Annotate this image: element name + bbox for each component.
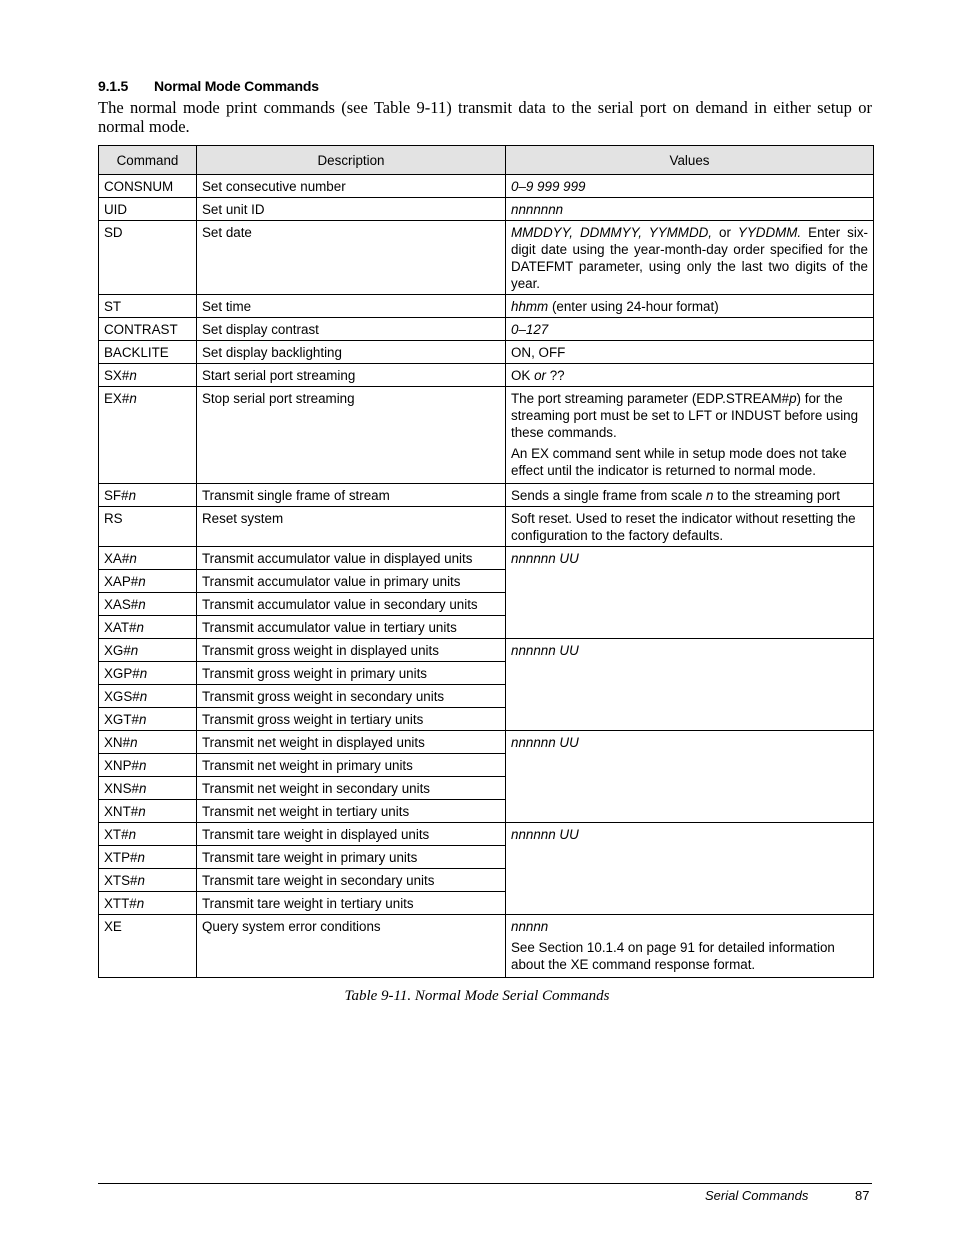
table-row <box>99 295 874 318</box>
command-param: n <box>129 551 137 566</box>
intro-paragraph: The normal mode print commands (see Table 9-11) transmit data to the serial port on demand in either setup or normal mode. <box>98 98 872 136</box>
command-text: XT# <box>104 827 129 842</box>
description-cell: Transmit net weight in secondary units <box>197 777 506 800</box>
note-text-end: ) for the streaming port must be set to LFT or INDUST before using these commands. <box>511 391 859 440</box>
note-text: The port streaming parameter (EDP.STREAM# <box>511 391 790 406</box>
command-cell <box>99 892 197 915</box>
command-param: n <box>130 643 139 658</box>
command-param: n <box>130 735 138 750</box>
footer-section-name: Serial Commands <box>705 1188 809 1203</box>
table-header-row <box>99 146 874 175</box>
header-values: Values <box>506 146 874 175</box>
header-command: Command <box>99 146 197 175</box>
command-cell <box>99 823 197 846</box>
command-cell: RS <box>99 507 197 547</box>
command-cell <box>99 547 197 570</box>
command-text: XTS# <box>104 873 138 888</box>
command-param: n <box>138 574 146 589</box>
description-cell: Transmit net weight in displayed units <box>197 731 506 754</box>
description-cell: Transmit accumulator value in secondary units <box>197 593 506 616</box>
command-cell: XE <box>99 915 197 978</box>
values-cell: nnnnnn UU <box>506 547 874 639</box>
or-text: or <box>530 368 550 383</box>
command-cell <box>99 570 197 593</box>
command-cell <box>99 662 197 685</box>
description-cell: Transmit tare weight in secondary units <box>197 869 506 892</box>
description-cell: Transmit tare weight in tertiary units <box>197 892 506 915</box>
description-cell: Set unit ID <box>197 198 506 221</box>
command-cell <box>99 639 197 662</box>
table-row <box>99 364 874 387</box>
description-cell: Transmit net weight in tertiary units <box>197 800 506 823</box>
table-row <box>99 507 874 547</box>
command-param: n <box>128 827 137 842</box>
description-cell: Transmit single frame of stream <box>197 484 506 507</box>
description-cell: Reset system <box>197 507 506 547</box>
value-ok: OK <box>511 368 531 383</box>
description-cell: Set date <box>197 221 506 295</box>
description-cell: Start serial port streaming <box>197 364 506 387</box>
command-param: n <box>136 896 145 911</box>
page-number: 87 <box>855 1188 870 1203</box>
description-cell: Transmit gross weight in secondary units <box>197 685 506 708</box>
section-number: 9.1.5 <box>98 78 129 94</box>
date-format-last: YYDDMM. <box>737 225 802 240</box>
command-cell <box>99 685 197 708</box>
description-cell: Set time <box>197 295 506 318</box>
command-param: n <box>128 488 137 503</box>
command-cell: CONTRAST <box>99 318 197 341</box>
description-cell: Query system error conditions <box>197 915 506 978</box>
table-row <box>99 639 874 662</box>
command-text: EX# <box>104 391 130 406</box>
table-row <box>99 221 874 295</box>
description-cell: Stop serial port streaming <box>197 387 506 484</box>
command-cell <box>99 731 197 754</box>
command-param: n <box>139 689 148 704</box>
table-row <box>99 547 874 570</box>
command-cell: UID <box>99 198 197 221</box>
command-param: n <box>137 850 145 865</box>
table-row <box>99 731 874 754</box>
values-cell: 0–9 999 999 <box>506 175 874 198</box>
footer-rule <box>98 1183 872 1184</box>
values-cell: nnnnnn UU <box>506 823 874 915</box>
command-param: n <box>129 391 137 406</box>
or-text: or <box>712 225 738 240</box>
command-text: SF# <box>104 488 129 503</box>
normal-mode-commands-table <box>98 145 874 978</box>
stream-note <box>511 390 868 441</box>
values-cell: ON, OFF <box>506 341 874 364</box>
command-cell: CONSNUM <box>99 175 197 198</box>
section-title: Normal Mode Commands <box>154 78 319 94</box>
values-cell <box>506 295 874 318</box>
time-description: (enter using 24-hour format) <box>548 299 719 314</box>
values-cell: nnnnnn UU <box>506 639 874 731</box>
command-text: XA# <box>104 551 130 566</box>
command-text: SX# <box>104 368 130 383</box>
command-param: n <box>136 620 144 635</box>
description-cell: Transmit gross weight in displayed units <box>197 639 506 662</box>
value-text: Sends a single frame from scale <box>511 488 706 503</box>
section-heading <box>98 78 319 94</box>
table-row <box>99 915 874 978</box>
description-cell: Transmit accumulator value in displayed units <box>197 547 506 570</box>
description-cell: Transmit accumulator value in tertiary units <box>197 616 506 639</box>
values-cell: nnnnnn UU <box>506 731 874 823</box>
table-row <box>99 198 874 221</box>
table-row <box>99 318 874 341</box>
command-text: XAT# <box>104 620 137 635</box>
note-param: p <box>789 391 797 406</box>
command-cell <box>99 484 197 507</box>
table-row <box>99 175 874 198</box>
header-description: Description <box>197 146 506 175</box>
command-param: n <box>138 758 147 773</box>
command-cell <box>99 846 197 869</box>
command-param: n <box>138 804 146 819</box>
description-cell: Transmit tare weight in primary units <box>197 846 506 869</box>
table-row <box>99 823 874 846</box>
command-param: n <box>139 666 148 681</box>
command-param: n <box>138 712 147 727</box>
command-cell <box>99 387 197 484</box>
description-cell: Set display contrast <box>197 318 506 341</box>
command-param: n <box>129 368 137 383</box>
command-cell <box>99 800 197 823</box>
command-cell <box>99 869 197 892</box>
table-row <box>99 387 874 484</box>
command-cell: BACKLITE <box>99 341 197 364</box>
command-text: XGP# <box>104 666 140 681</box>
values-cell <box>506 364 874 387</box>
command-text: XAS# <box>104 597 139 612</box>
values-cell: nnnnnnn <box>506 198 874 221</box>
command-text: XG# <box>104 643 131 658</box>
command-text: XTP# <box>104 850 138 865</box>
command-text: XNT# <box>104 804 139 819</box>
command-param: n <box>138 781 147 796</box>
table-row <box>99 484 874 507</box>
description-cell: Transmit accumulator value in primary units <box>197 570 506 593</box>
value-qq: ?? <box>549 368 565 383</box>
description-cell: Transmit net weight in primary units <box>197 754 506 777</box>
command-cell <box>99 616 197 639</box>
command-cell <box>99 593 197 616</box>
values-cell: Soft reset. Used to reset the indicator without resetting the configuration to the factory defaults. <box>506 507 874 547</box>
values-cell <box>506 221 874 295</box>
value-text-end: to the streaming port <box>713 488 840 503</box>
command-param: n <box>138 597 146 612</box>
command-text: XAP# <box>104 574 139 589</box>
command-text: XN# <box>104 735 131 750</box>
description-cell: Set display backlighting <box>197 341 506 364</box>
table-caption: Table 9-11. Normal Mode Serial Commands <box>344 988 610 1004</box>
description-cell: Transmit tare weight in displayed units <box>197 823 506 846</box>
date-formats: MMDDYY, DDMMYY, YYMMDD, <box>511 225 712 240</box>
value-param: n <box>706 488 714 503</box>
command-cell <box>99 708 197 731</box>
date-description: Enter six-digit date using the year-month-day order specified for the DATEFMT parameter, using only the last two digits of the year. <box>511 225 868 291</box>
xe-format: nnnnn <box>511 919 549 934</box>
command-text: XGT# <box>104 712 139 727</box>
table-row <box>99 341 874 364</box>
description-cell: Set consecutive number <box>197 175 506 198</box>
command-param: n <box>137 873 145 888</box>
command-cell: ST <box>99 295 197 318</box>
command-cell <box>99 364 197 387</box>
command-cell <box>99 754 197 777</box>
command-cell: SD <box>99 221 197 295</box>
command-text: XNP# <box>104 758 139 773</box>
values-cell <box>506 484 874 507</box>
time-format: hhmm <box>511 299 549 314</box>
description-cell: Transmit gross weight in primary units <box>197 662 506 685</box>
command-cell <box>99 777 197 800</box>
values-cell <box>506 915 874 978</box>
command-text: XNS# <box>104 781 139 796</box>
xe-note: See Section 10.1.4 on page 91 for detailed information about the XE command response format. <box>511 940 835 972</box>
description-cell: Transmit gross weight in tertiary units <box>197 708 506 731</box>
values-cell: 0–127 <box>506 318 874 341</box>
command-text: XGS# <box>104 689 140 704</box>
values-cell <box>506 387 874 484</box>
command-text: XTT# <box>104 896 137 911</box>
ex-note: An EX command sent while in setup mode does not take effect until the indicator is returned to normal mode. <box>511 446 847 478</box>
